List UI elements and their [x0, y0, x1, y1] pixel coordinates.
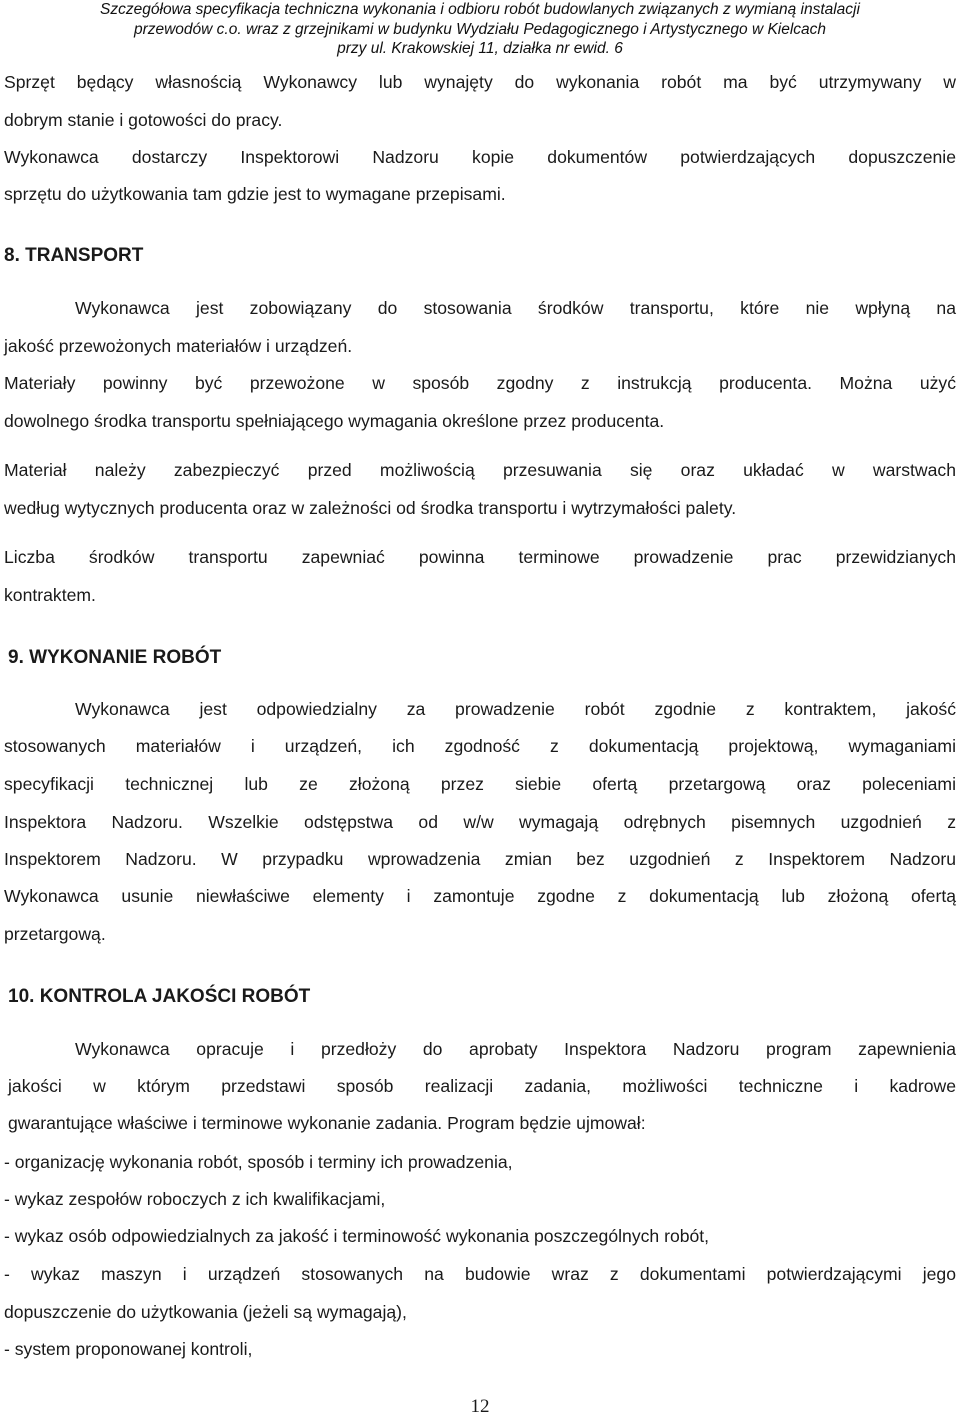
section-10-p1-line-3: gwarantujące właściwe i terminowe wykonanie zadania. Program będzie ujmował:: [8, 1113, 646, 1133]
header-line-3: przy ul. Krakowskiej 11, działka nr ewid. 6: [337, 40, 623, 57]
list-item: - system proponowanej kontroli,: [4, 1339, 253, 1359]
section-9-p1-line-1: Wykonawca jest odpowiedzialny za prowadzenie robót zgodnie z kontraktem, jakość: [75, 699, 956, 719]
section-9-p1-line-7: przetargową.: [4, 924, 106, 944]
section-9-p1-line-5: Inspektorem Nadzoru. W przypadku wprowadzenia zmian bez uzgodnień z Inspektorem Nadzoru: [4, 849, 956, 869]
section-9-p1-line-6: Wykonawca usunie niewłaściwe elementy i zamontuje zgodne z dokumentacją lub złożoną ofertą: [4, 886, 956, 906]
section-8-p1-line-2: jakość przewożonych materiałów i urządzeń.: [4, 336, 353, 356]
section-8-p4-line-1: Liczba środków transportu zapewniać powinna terminowe prowadzenie prac przewidzianych: [4, 547, 956, 567]
section-8-p3-line-2: według wytycznych producenta oraz w zależności od środka transportu i wytrzymałości palety.: [4, 498, 737, 518]
intro-p1-line-1: Sprzęt będący własnością Wykonawcy lub wynajęty do wykonania robót ma być utrzymywany w: [4, 72, 956, 92]
section-9-p1-line-3: specyfikacji technicznej lub ze złożoną przez siebie ofertą przetargową oraz poleceniami: [4, 774, 956, 794]
section-9-p1-line-4: Inspektora Nadzoru. Wszelkie odstępstwa od w/w wymagają odrębnych pisemnych uzgodnień z: [4, 812, 956, 832]
list-item-continuation: dopuszczenie do użytkowania (jeżeli są wymagają),: [4, 1302, 407, 1322]
page-header: [0, 0, 960, 59]
section-8-p1-line-1: Wykonawca jest zobowiązany do stosowania środków transportu, które nie wpłyną na: [75, 298, 956, 318]
section-9-p1-line-2: stosowanych materiałów i urządzeń, ich zgodność z dokumentacją projektową, wymaganiami: [4, 736, 956, 756]
list-item: - wykaz osób odpowiedzialnych za jakość i terminowość wykonania poszczególnych robót,: [4, 1226, 710, 1246]
list-item: - wykaz zespołów roboczych z ich kwalifikacjami,: [4, 1189, 386, 1209]
section-10-heading: 10. KONTROLA JAKOŚCI ROBÓT: [8, 986, 311, 1007]
header-line-1: Szczegółowa specyfikacja techniczna wykonania i odbioru robót budowlanych związanych z wymianą instalacji: [100, 1, 860, 18]
header-line-2: przewodów c.o. wraz z grzejnikami w budynku Wydziału Pedagogicznego i Artystycznego w Kielcach: [133, 20, 827, 38]
section-8-heading: 8. TRANSPORT: [4, 245, 144, 266]
list-item: - organizację wykonania robót, sposób i terminy ich prowadzenia,: [4, 1152, 513, 1172]
intro-p2-line-1: Wykonawca dostarczy Inspektorowi Nadzoru kopie dokumentów potwierdzających dopuszczenie: [4, 147, 956, 167]
section-8-p4-line-2: kontraktem.: [4, 585, 96, 605]
intro-p1-line-2: dobrym stanie i gotowości do pracy.: [4, 110, 283, 130]
section-10-p1-line-1: Wykonawca opracuje i przedłoży do aprobaty Inspektora Nadzoru program zapewnienia: [75, 1039, 956, 1059]
section-8-p2-line-2: dowolnego środka transportu spełniającego wymagania określone przez producenta.: [4, 411, 665, 431]
section-9-heading: 9. WYKONANIE ROBÓT: [8, 647, 222, 668]
list-item: - wykaz maszyn i urządzeń stosowanych na budowie wraz z dokumentami potwierdzającymi jego: [4, 1264, 956, 1284]
section-10-p1-line-2: jakości w którym przedstawi sposób realizacji zadania, możliwości techniczne i kadrowe: [8, 1076, 956, 1096]
intro-p2-line-2: sprzętu do użytkowania tam gdzie jest to wymagane przepisami.: [4, 184, 506, 204]
section-8-p2-line-1: Materiały powinny być przewożone w sposób zgodny z instrukcją producenta. Można użyć: [4, 373, 956, 393]
page-number: 12: [470, 1396, 490, 1417]
section-8-p3-line-1: Materiał należy zabezpieczyć przed możliwością przesuwania się oraz układać w warstwach: [4, 460, 956, 480]
